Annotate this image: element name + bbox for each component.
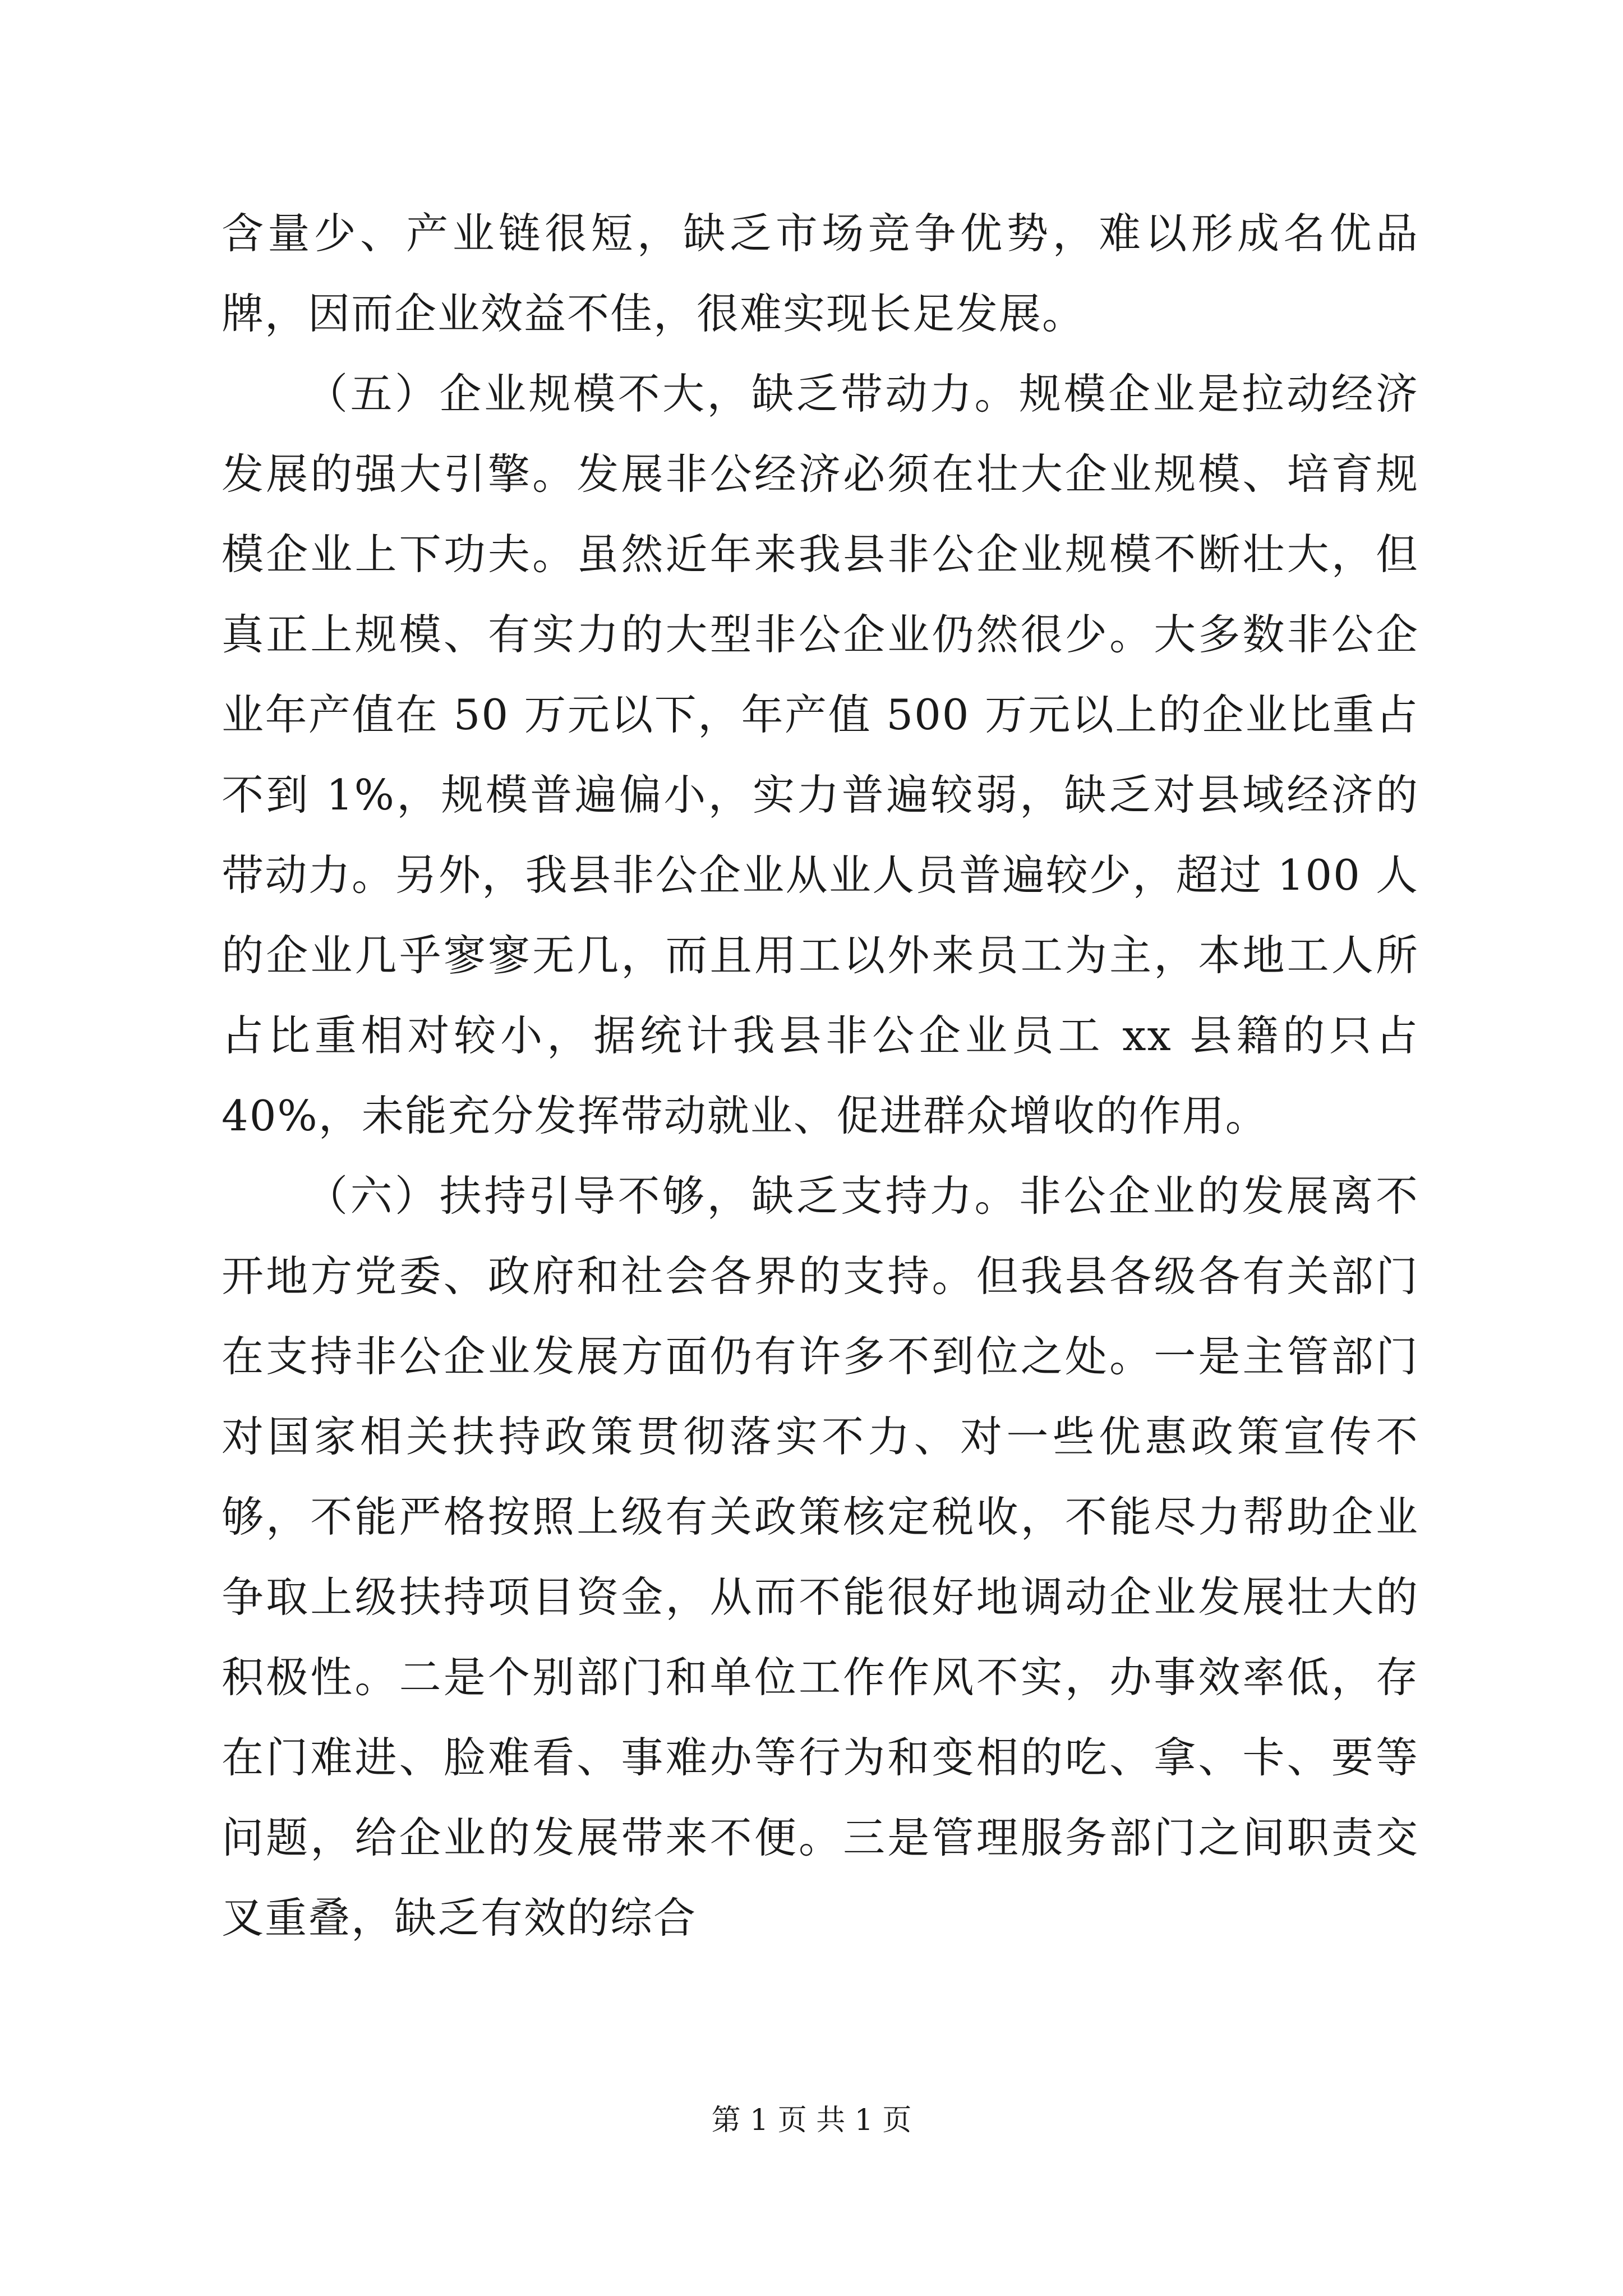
document-body xyxy=(222,194,1419,1958)
paragraph-continuation: 含量少、产业链很短，缺乏市场竞争优势，难以形成名优品牌，因而企业效益不佳，很难实现长足发展。 xyxy=(222,209,1419,338)
page-footer: 第 1 页 共 1 页 xyxy=(711,2104,912,2137)
paragraph-section-five: （五）企业规模不大，缺乏带动力。规模企业是拉动经济发展的强大引擎。发展非公经济必须在壮大企业规模、培育规模企业上下功夫。虽然近年来我县非公企业规模不断壮大，但真正上规模、有实力的大型非公企业仍然很少。大多数非公企业年产值在 50 万元以下，年产值 500 万元以上的企业比重占不到 1%，规模普遍偏小，实力普遍较弱，缺乏对县域经济的带动力。另外，我县非公企业从业人员普遍较少，超过 100 人的企业几乎寥寥无几，而且用工以外来员工为主，本地工人所占比重相对较小，据统计我县非公企业员工 xx 县籍的只占 40%，未能充分发挥带动就业、促进群众增收的作用。 xyxy=(222,369,1419,1140)
paragraph-section-six: （六）扶持引导不够，缺乏支持力。非公企业的发展离不开地方党委、政府和社会各界的支持。但我县各级各有关部门在支持非公企业发展方面仍有许多不到位之处。一是主管部门对国家相关扶持政策贯彻落实不力、对一些优惠政策宣传不够，不能严格按照上级有关政策核定税收，不能尽力帮助企业争取上级扶持项目资金，从而不能很好地调动企业发展壮大的积极性。二是个别部门和单位工作作风不实，办事效率低，存在门难进、脸难看、事难办等行为和变相的吃、拿、卡、要等问题，给企业的发展带来不便。三是管理服务部门之间职责交叉重叠，缺乏有效的综合 xyxy=(222,1171,1419,1943)
